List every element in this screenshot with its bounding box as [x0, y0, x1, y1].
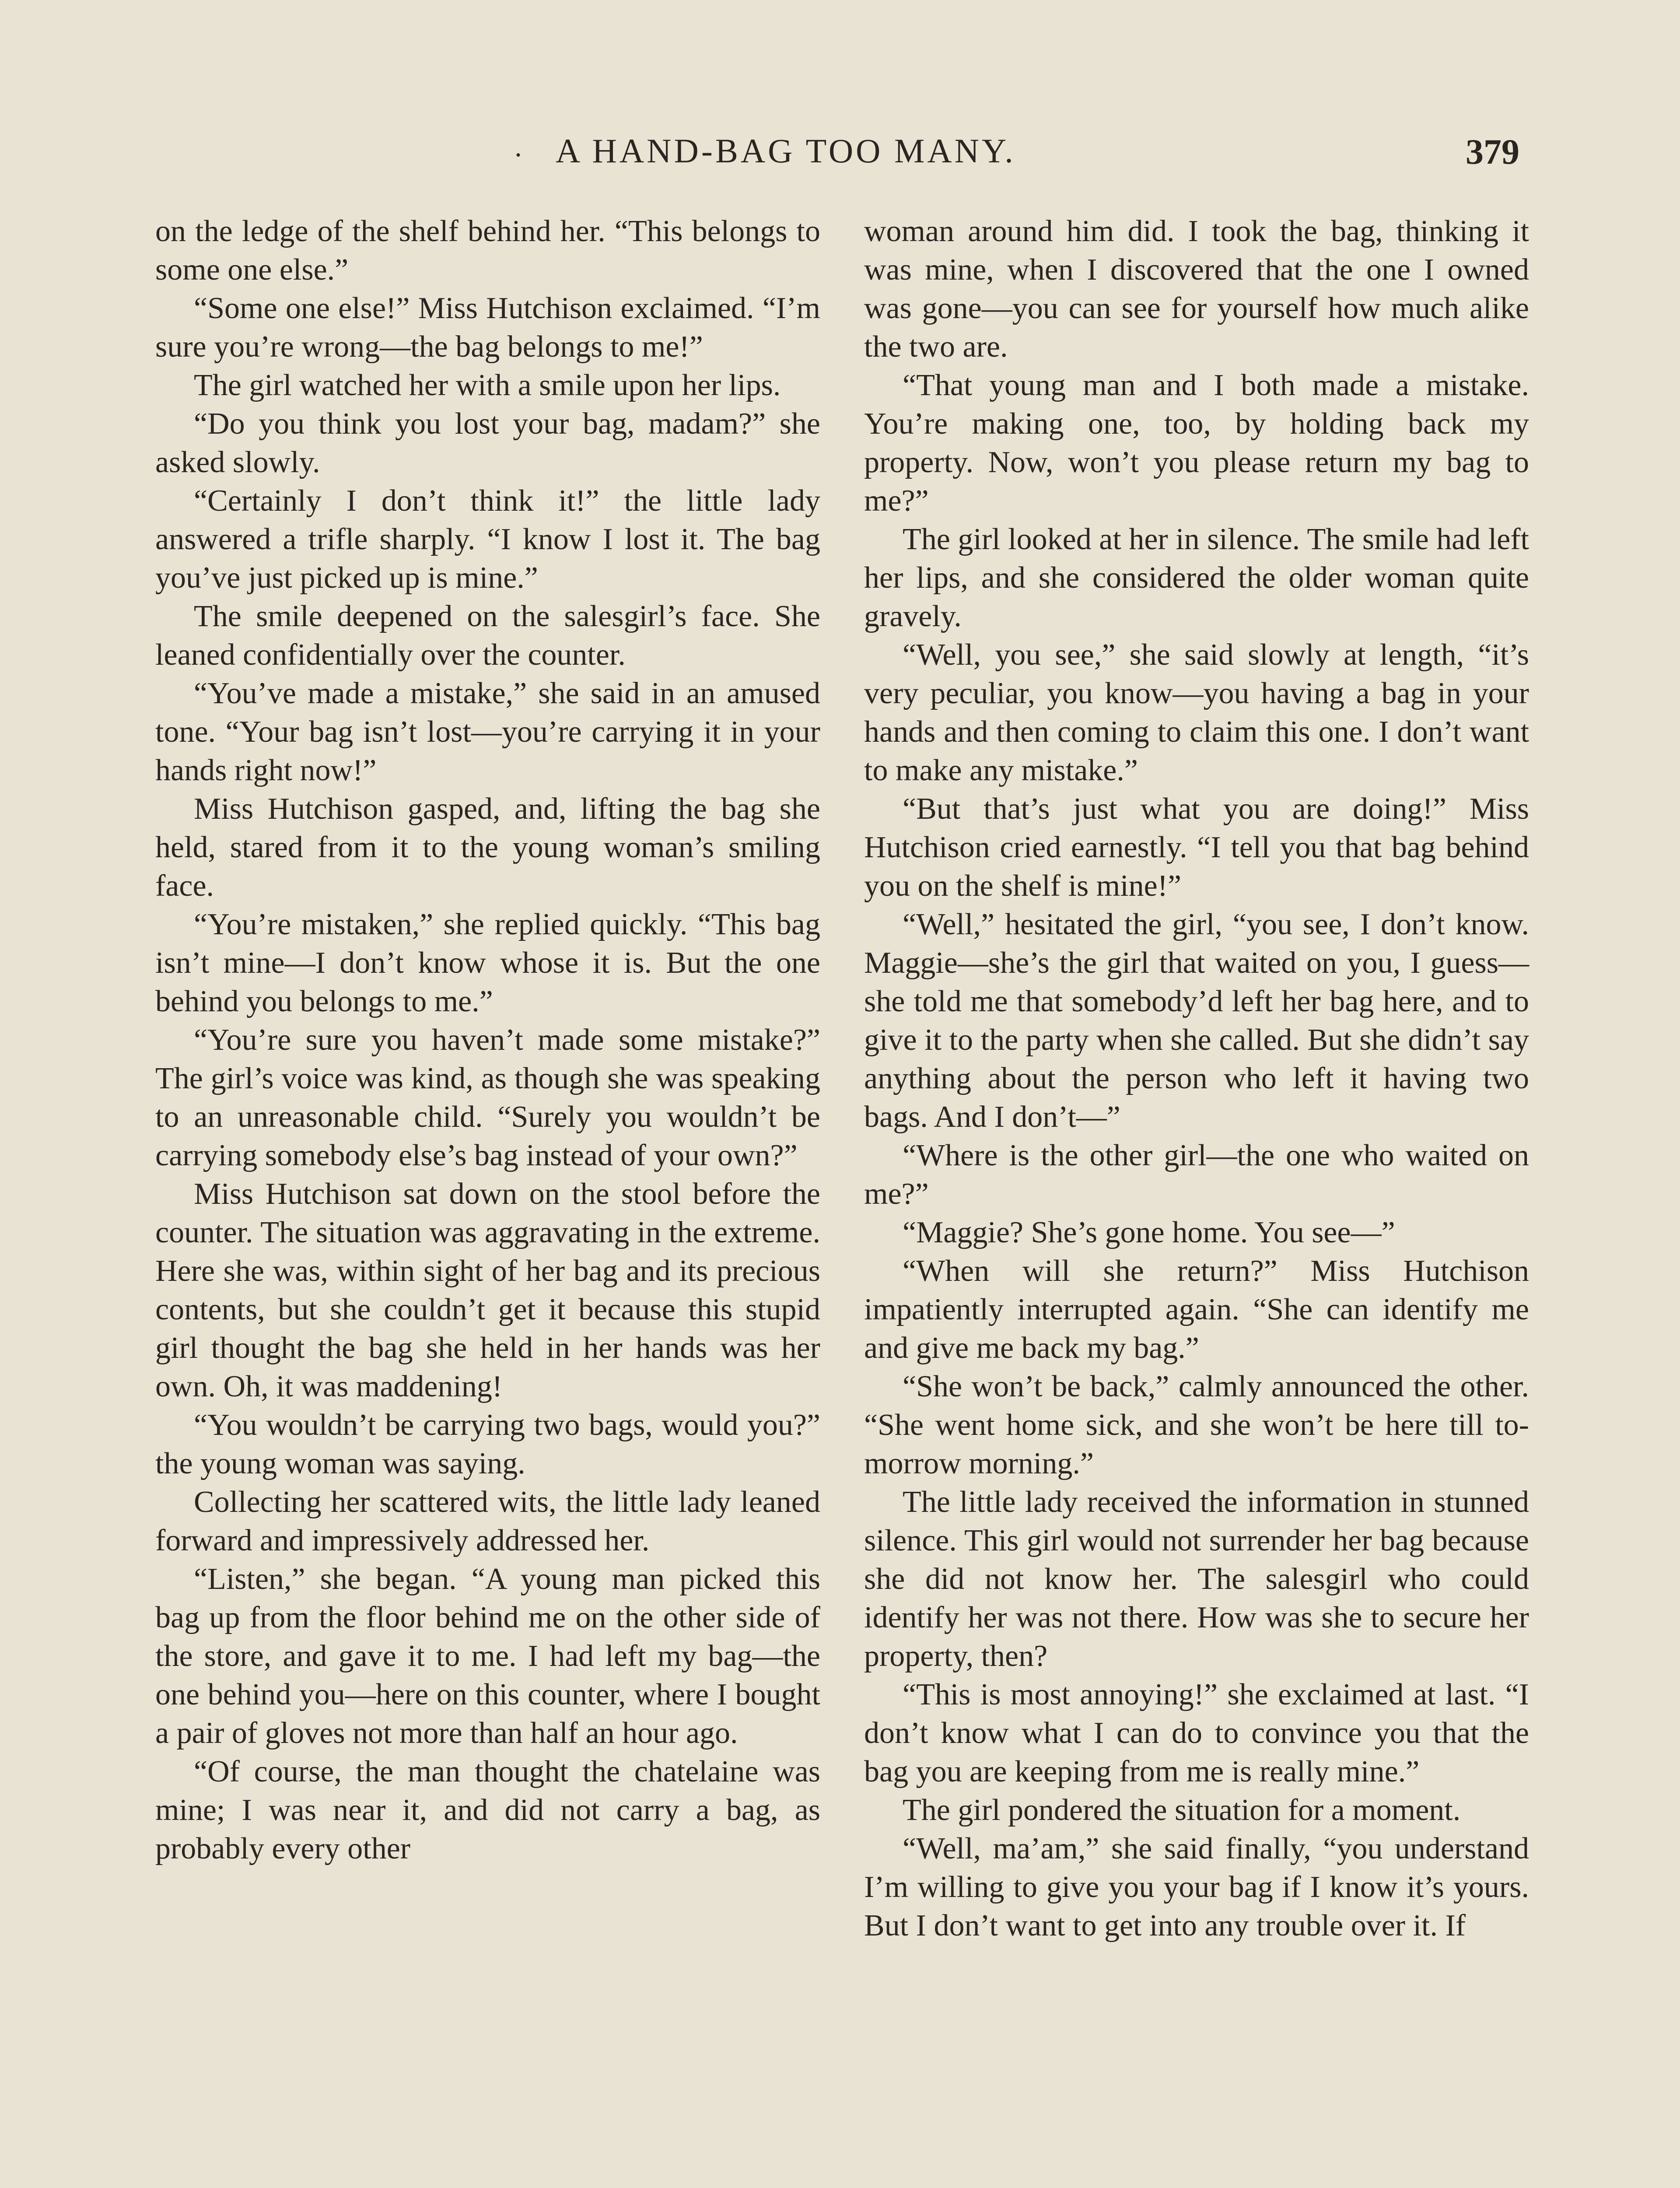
paragraph: Miss Hutchison sat down on the stool before the counter. The situation was aggravating in the extreme. Here she was, within sight of her bag and its precious contents, but she couldn’t get it because this stupid girl thought the bag she held in her hands was her own. Oh, it was maddening! [155, 1177, 820, 1403]
running-header [0, 131, 1680, 188]
paragraph: “Of course, the man thought the chatelaine was mine; I was near it, and did not carry a bag, as probably every other [155, 1755, 820, 1865]
header-ornament: · [514, 140, 523, 171]
left-column [155, 212, 820, 1868]
paragraph: The little lady received the information in stunned silence. This girl would not surrender her bag because she did not know her. The salesgirl who could identify her was not there. How was she to secure her property, then? [864, 1485, 1529, 1673]
paragraph: “Well, you see,” she said slowly at length, “it’s very peculiar, you know—you having a bag in your hands and then coming to claim this one. I don’t want to make any mistake.” [864, 638, 1529, 787]
paragraph: “That young man and I both made a mistake. You’re making one, too, by holding back my property. Now, won’t you please return my bag to me?” [864, 368, 1529, 518]
paragraph: The girl pondered the situation for a moment. [903, 1793, 1461, 1827]
paragraph: Collecting her scattered wits, the little lady leaned forward and impressively addressed her. [155, 1485, 820, 1557]
paragraph: The smile deepened on the salesgirl’s face. She leaned confidentially over the counter. [155, 600, 820, 672]
paragraph: “Maggie? She’s gone home. You see—” [903, 1216, 1395, 1249]
paragraph: “Certainly I don’t think it!” the little lady answered a trifle sharply. “I know I lost it. The bag you’ve just picked up is mine.” [155, 484, 820, 595]
paragraph: “Some one else!” Miss Hutchison exclaimed. “I’m sure you’re wrong—the bag belongs to me!” [155, 291, 820, 364]
right-column [864, 212, 1529, 1945]
paragraph: “Well, ma’am,” she said finally, “you understand I’m willing to give you your bag if I know it’s yours. But I don’t want to get into any trouble over it. If [864, 1832, 1529, 1943]
paragraph: “Well,” hesitated the girl, “you see, I don’t know. Maggie—she’s the girl that waited on you, I guess—she told me that somebody’d left her bag here, and to give it to the party when she called. But she didn’t say anything about the person who left it having two bags. And I don’t—” [864, 908, 1529, 1134]
paragraph: The girl looked at her in silence. The smile had left her lips, and she considered the older woman quite gravely. [864, 522, 1529, 633]
paragraph: “You wouldn’t be carrying two bags, would you?” the young woman was saying. [155, 1408, 820, 1480]
paragraph: “You’ve made a mistake,” she said in an amused tone. “Your bag isn’t lost—you’re carrying it in your hands right now!” [155, 677, 820, 787]
paragraph: “You’re mistaken,” she replied quickly. “This bag isn’t mine—I don’t know whose it is. But the one behind you belongs to me.” [155, 908, 820, 1018]
paragraph: Miss Hutchison gasped, and, lifting the bag she held, stared from it to the young woman’s smiling face. [155, 792, 820, 903]
page-number: 379 [1466, 132, 1519, 172]
paragraph: “You’re sure you haven’t made some mistake?” The girl’s voice was kind, as though she was speaking to an unreasonable child. “Surely you wouldn’t be carrying somebody else’s bag instead of your own?” [155, 1023, 820, 1172]
paragraph: “Where is the other girl—the one who waited on me?” [864, 1139, 1529, 1211]
paragraph: “But that’s just what you are doing!” Miss Hutchison cried earnestly. “I tell you that bag behind you on the shelf is mine!” [864, 792, 1529, 903]
paragraph: “When will she return?” Miss Hutchison impatiently interrupted again. “She can identify me and give me back my bag.” [864, 1254, 1529, 1365]
paragraph: on the ledge of the shelf behind her. “This belongs to some one else.” [155, 214, 820, 287]
paragraph: woman around him did. I took the bag, thinking it was mine, when I discovered that the one I owned was gone—you can see for yourself how much alike the two are. [864, 214, 1529, 364]
paragraph: “This is most annoying!” she exclaimed at last. “I don’t know what I can do to convince you that the bag you are keeping from me is really mine.” [864, 1678, 1529, 1788]
paragraph: “Listen,” she began. “A young man picked this bag up from the floor behind me on the other side of the store, and gave it to me. I had left my bag—the one behind you—here on this counter, where I bought a pair of gloves not more than half an hour ago. [155, 1562, 820, 1750]
paragraph: The girl watched her with a smile upon her lips. [194, 368, 781, 402]
paragraph: “Do you think you lost your bag, madam?” she asked slowly. [155, 407, 820, 479]
paragraph: “She won’t be back,” calmly announced the other. “She went home sick, and she won’t be here till to-morrow morning.” [864, 1370, 1529, 1480]
page-title: A HAND-BAG TOO MANY. [556, 132, 1016, 170]
